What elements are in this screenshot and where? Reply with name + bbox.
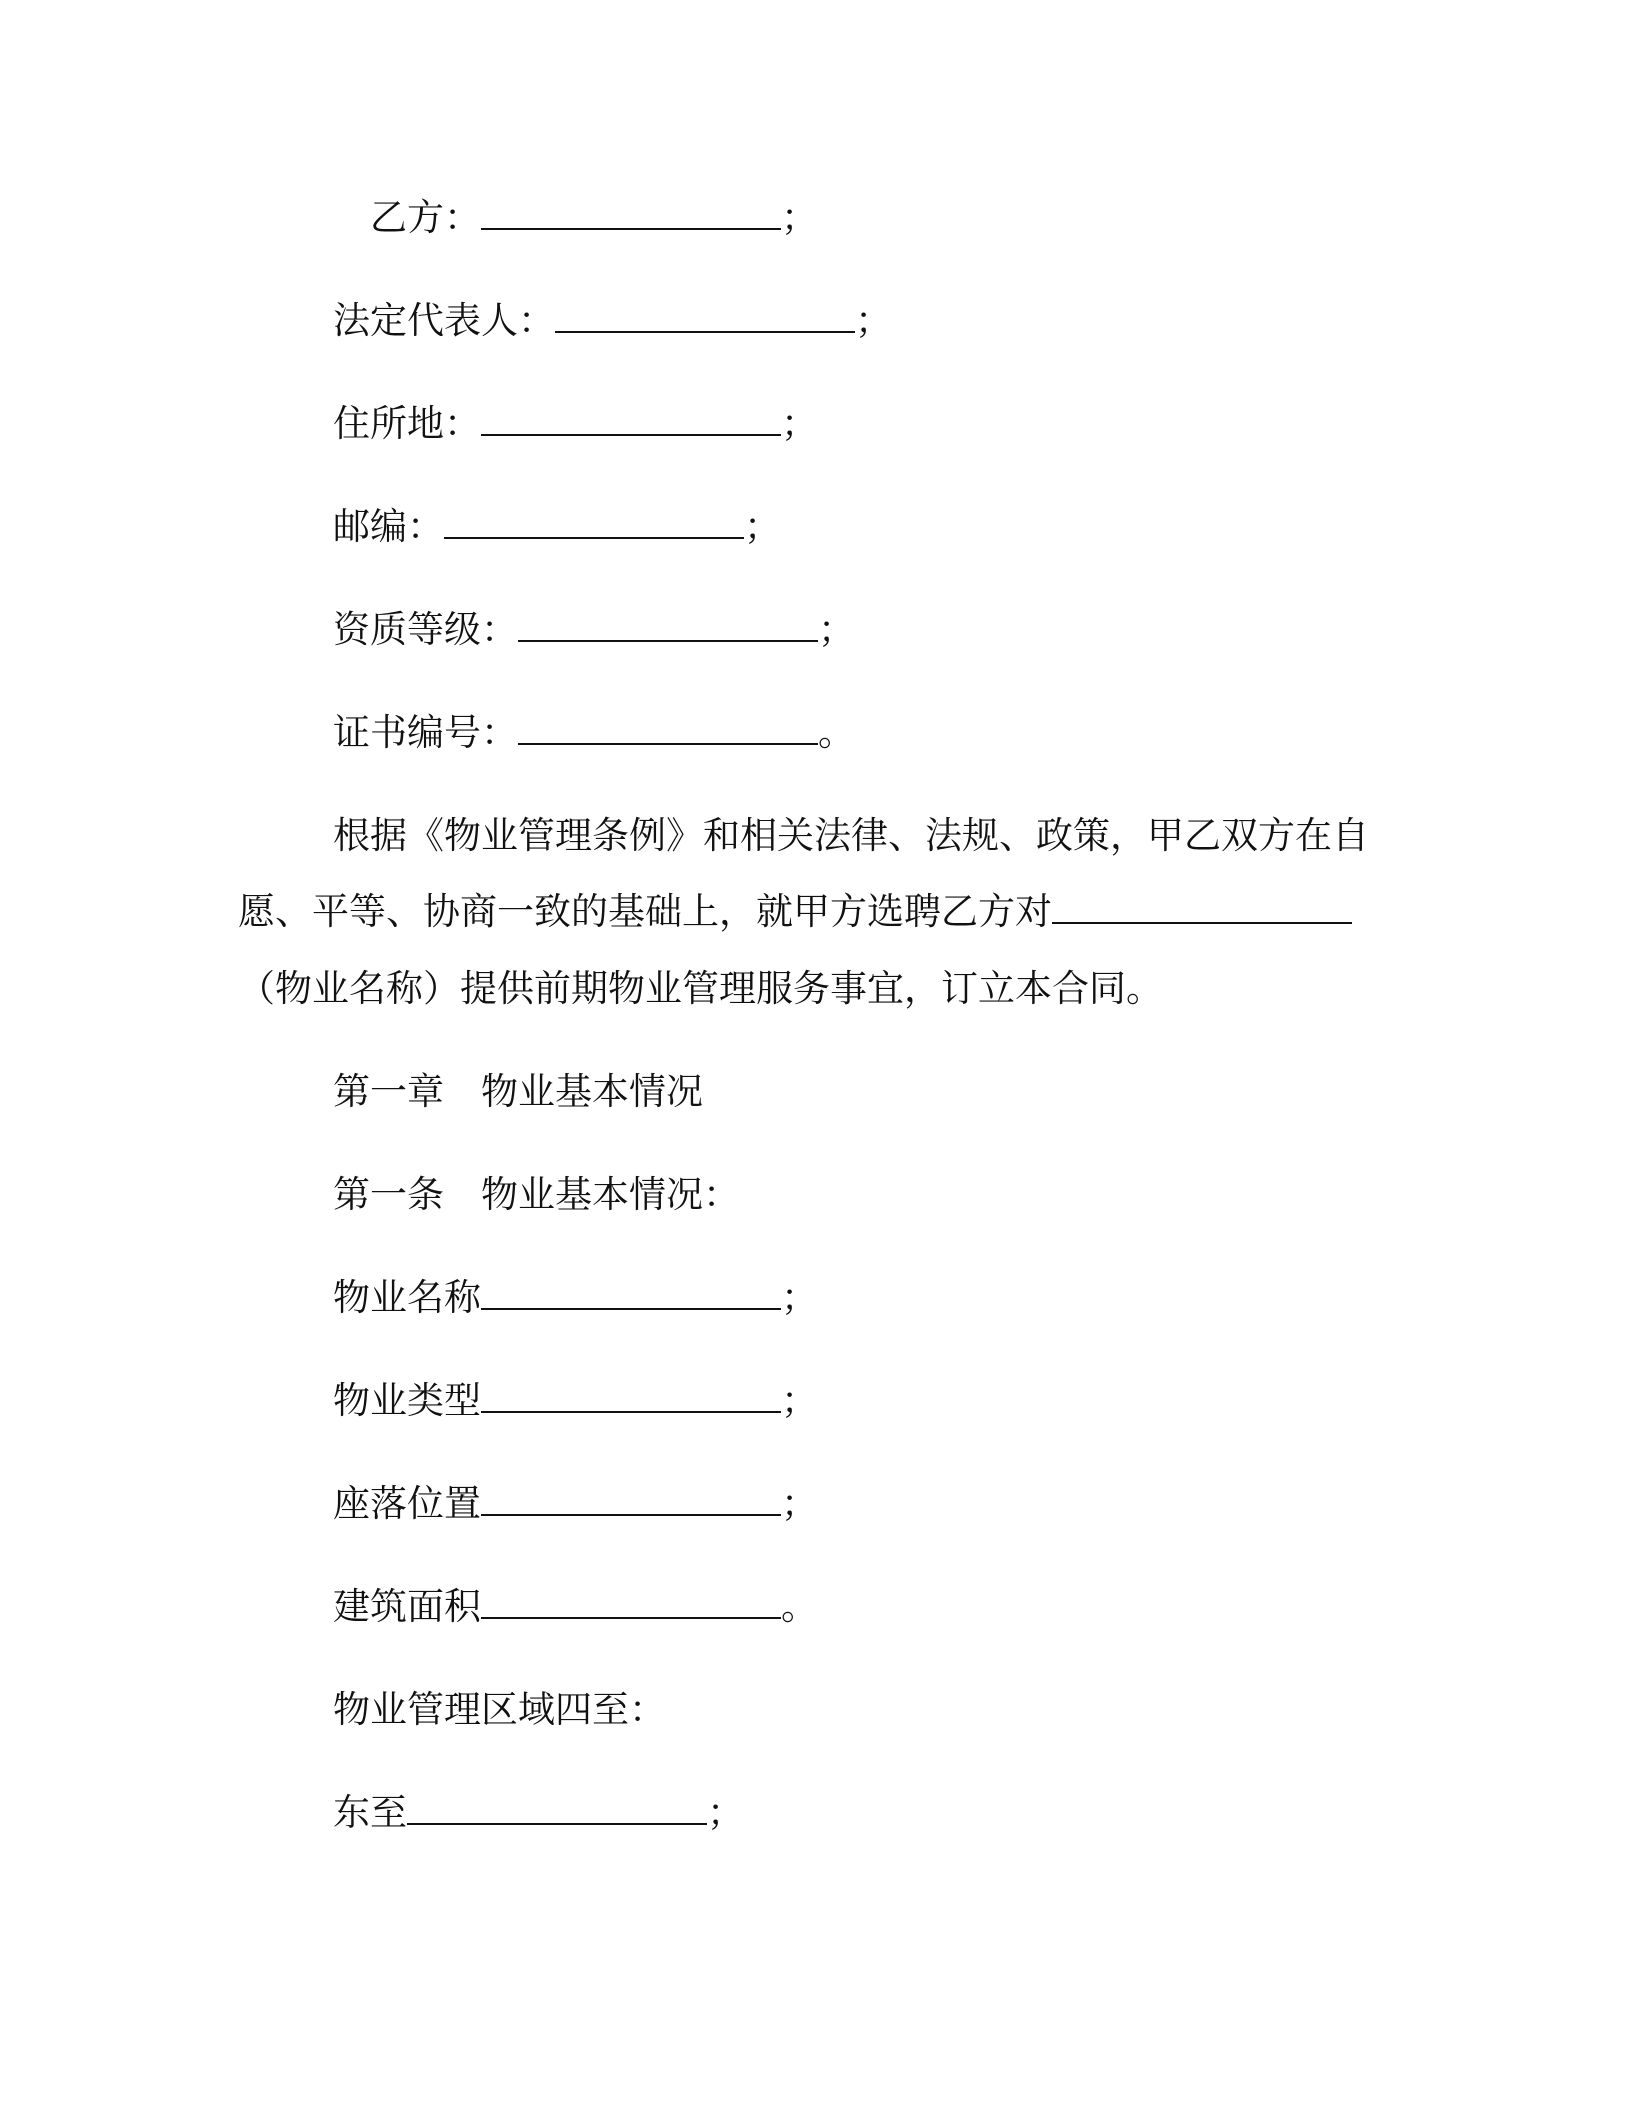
location-label: 座落位置 [333, 1482, 481, 1525]
preamble-line-2: 愿、平等、协商一致的基础上，就甲方选聘乙方对 [238, 887, 1352, 937]
building-area-blank[interactable] [481, 1585, 781, 1619]
address-blank[interactable] [481, 402, 781, 436]
preamble-line-1: 根据《物业管理条例》和相关法律、法规、政策，甲乙双方在自 [333, 814, 1369, 857]
postcode-label: 邮编： [333, 505, 444, 548]
east-boundary-label: 东至 [333, 1791, 407, 1834]
postcode-blank[interactable] [444, 505, 744, 539]
address-label: 住所地： [333, 402, 481, 445]
certificate-number-blank[interactable] [518, 711, 818, 745]
address-line: 住所地： ； [333, 402, 818, 445]
property-type-blank[interactable] [481, 1379, 781, 1413]
legal-representative-blank[interactable] [555, 299, 855, 333]
location-blank[interactable] [481, 1482, 781, 1516]
building-area-line: 建筑面积 。 [333, 1585, 818, 1628]
qualification-grade-blank[interactable] [518, 608, 818, 642]
certificate-number-line: 证书编号： 。 [333, 711, 855, 754]
legal-representative-line: 法定代表人： ； [333, 299, 892, 342]
postcode-line: 邮编： ； [333, 505, 781, 548]
boundary-heading: 物业管理区域四至： [333, 1688, 666, 1731]
property-type-line: 物业类型 ； [333, 1379, 818, 1422]
party-b-name-line: 乙方： ； [370, 196, 818, 239]
east-boundary-blank[interactable] [407, 1791, 707, 1825]
property-name-blank[interactable] [1052, 890, 1352, 924]
preamble-line-3: （物业名称）提供前期物业管理服务事宜，订立本合同。 [238, 967, 1163, 1010]
east-boundary-line: 东至 ； [333, 1791, 744, 1834]
property-name-label: 物业名称 [333, 1276, 481, 1319]
chapter-1-title: 第一章 物业基本情况 [333, 1070, 703, 1113]
article-1-title: 第一条 物业基本情况： [333, 1173, 740, 1216]
party-b-name-label: 乙方： [370, 196, 481, 239]
property-type-label: 物业类型 [333, 1379, 481, 1422]
location-line: 座落位置 ； [333, 1482, 818, 1525]
qualification-grade-line: 资质等级： ； [333, 608, 855, 651]
building-area-label: 建筑面积 [333, 1585, 481, 1628]
certificate-number-label: 证书编号： [333, 711, 518, 754]
legal-representative-label: 法定代表人： [333, 299, 555, 342]
party-b-name-blank[interactable] [481, 196, 781, 230]
property-name-line: 物业名称 ； [333, 1276, 818, 1319]
property-name-field-blank[interactable] [481, 1276, 781, 1310]
qualification-grade-label: 资质等级： [333, 608, 518, 651]
